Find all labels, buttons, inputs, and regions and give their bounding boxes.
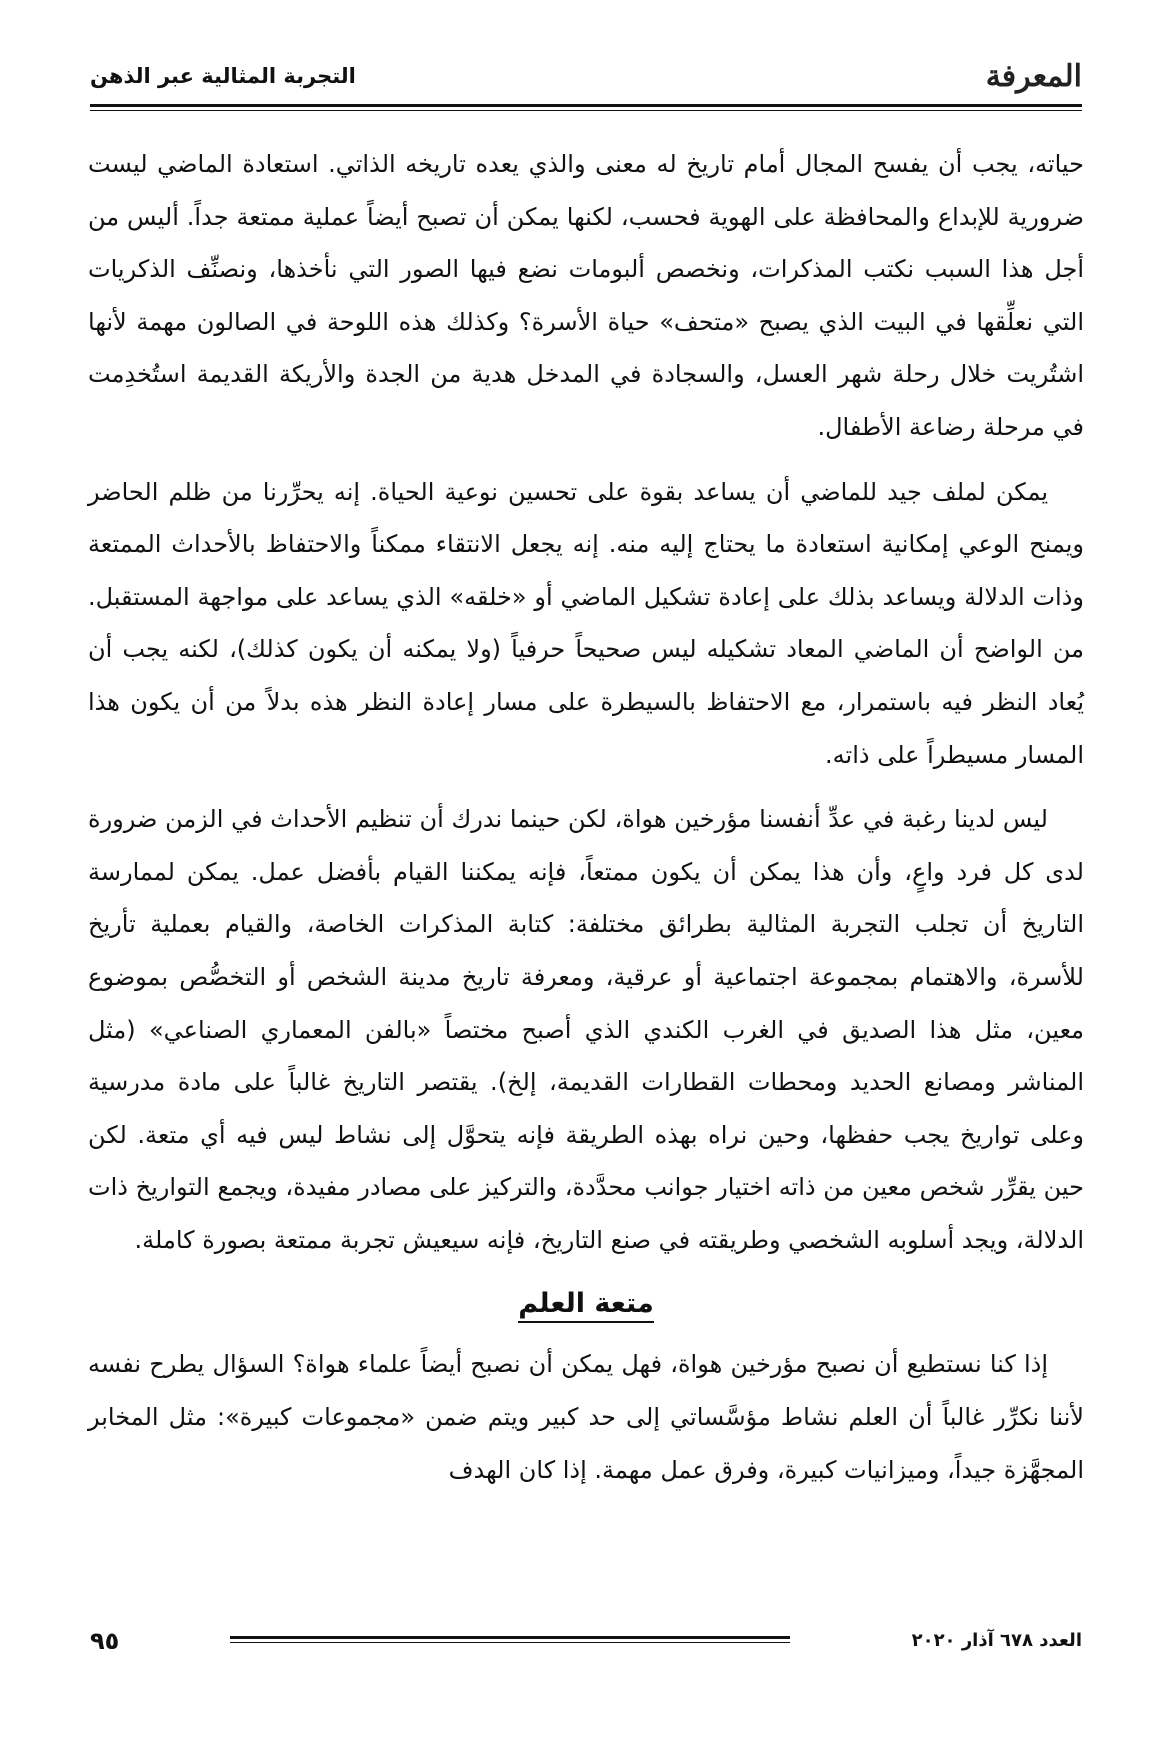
section-heading [88,1278,1084,1330]
paragraph-4: إذا كنا نستطيع أن نصبح مؤرخين هواة، فهل يمكن أن نصبح أيضاً علماء هواة؟ السؤال يطرح نفسه لأننا نكرِّر غالباً أن العلم نشاط مؤسَّساتي إلى حد كبير ويتم ضمن «مجموعات كبيرة»: مثل المخابر المجهَّزة جيداً، وميزانيات كبيرة، وفرق عمل مهمة. إذا كان الهدف [88,1350,1084,1484]
paragraph-1: حياته، يجب أن يفسح المجال أمام تاريخ له معنى والذي يعده تاريخه الذاتي. استعادة الماضي ليست ضرورية للإبداع والمحافظة على الهوية فحسب، لكنها يمكن أن تصبح أيضاً عملية ممتعة جداً. أليس من أجل هذا السبب نكتب المذكرات، ونخصص ألبومات نضع فيها الصور التي نأخذها، ونصنِّف الذكريات التي نعلِّقها في البيت الذي يصبح «متحف» حياة الأسرة؟ وكذلك هذه اللوحة في الصالون مهمة لأنها اشتُريت خلال رحلة شهر العسل، والسجادة في المدخل هدية من الجدة والأريكة القديمة استُخدِمت في مرحلة رضاعة الأطفال. [88,150,1084,441]
page-header [90,56,1082,96]
header-rule-thick [90,104,1082,107]
article-body [88,138,1084,1508]
page-footer [90,1625,1082,1665]
paragraph-2: يمكن لملف جيد للماضي أن يساعد بقوة على تحسين نوعية الحياة. إنه يحرِّرنا من ظلم الحاضر ويمنح الوعي إمكانية استعادة ما يحتاج إليه منه. إنه يجعل الانتقاء ممكناً والاحتفاظ بالأحداث الممتعة وذات الدلالة ويساعد بذلك على إعادة تشكيل الماضي أو «خلقه» الذي يساعد على مواجهة المستقبل. من الواضح أن الماضي المعاد تشكيله ليس صحيحاً حرفياً (ولا يمكنه أن يكون كذلك)، لكنه يجب أن يُعاد النظر فيه باستمرار، مع الاحتفاظ بالسيطرة على مسار إعادة النظر هذه بدلاً من أن يكون هذا المسار مسيطراً على ذاته. [88,477,1084,769]
magazine-logo: المعرفة [985,58,1082,94]
header-rule-thin [90,110,1082,111]
running-title: التجربة المثالية عبر الذهن [90,64,356,88]
paragraph-3: ليس لدينا رغبة في عدِّ أنفسنا مؤرخين هواة، لكن حينما ندرك أن تنظيم الأحداث في الزمن ضرورة لدى كل فرد واعٍ، وأن هذا يمكن أن يكون ممتعاً، فإنه يمكننا القيام بأفضل عمل. يمكن لممارسة التاريخ أن تجلب التجربة المثالية بطرائق مختلفة: كتابة المذكرات الخاصة، والقيام بعملية تأريخ للأسرة، والاهتمام بمجموعة اجتماعية أو عرقية، ومعرفة تاريخ مدينة الشخص أو التخصُّص بموضوع معين، مثل هذا الصديق في الغرب الكندي الذي أصبح مختصاً «بالفن المعماري الصناعي» (مثل المناشر ومصانع الحديد ومحطات القطارات القديمة، إلخ). يقتصر التاريخ غالباً على مادة مدرسية وعلى تواريخ يجب حفظها، وحين نراه بهذه الطريقة فإنه يتحوَّل إلى نشاط ليس فيه أي متعة. لكن حين يقرِّر شخص معين من ذاته اختيار جوانب محدَّدة، والتركيز على مصادر مفيدة، ويجمع التواريخ ذات الدلالة، ويجد أسلوبه الشخصي وطريقته في صنع التاريخ، فإنه سيعيش تجربة ممتعة بصورة كاملة. [88,805,1084,1254]
issue-info: العدد ٦٧٨ آذار ٢٠٢٠ [911,1630,1082,1651]
page-number: ٩٥ [90,1627,120,1655]
section-heading-text: متعة العلم [518,1288,654,1323]
